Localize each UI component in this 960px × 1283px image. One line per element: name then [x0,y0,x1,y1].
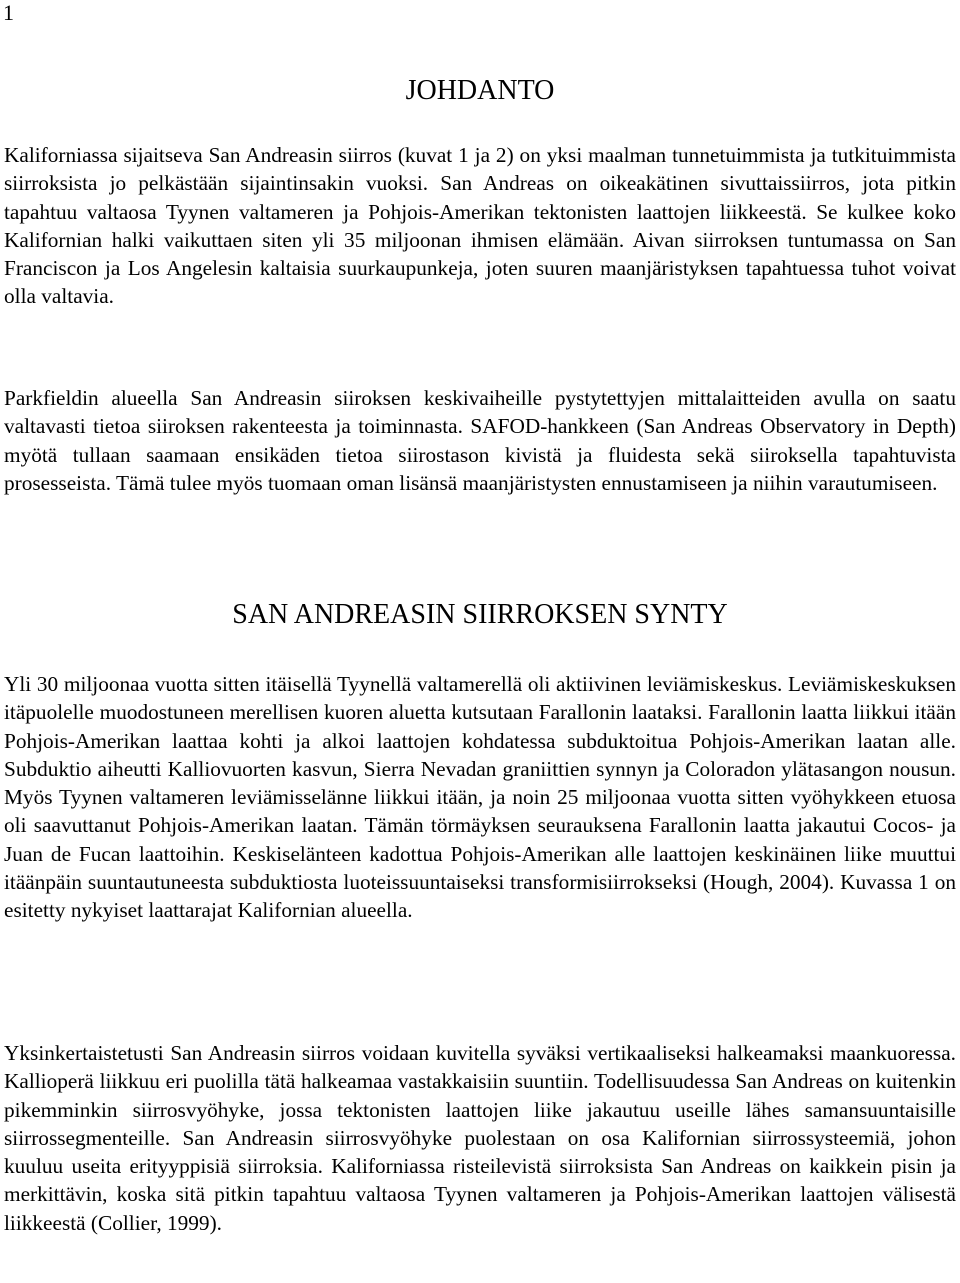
page-number: 1 [3,0,14,25]
paragraph-synty-1: Yli 30 miljoonaa vuotta sitten itäisellä Tyynellä valtamerellä oli aktiivinen leviämiskeskus. Leviämiskeskuksen itäpuolelle muodostuneen merellisen kuoren aluetta kutsutaan Farallonin laataksi. Farallonin laatta liikkui itään Pohjois-Amerikan laattaa kohti ja alkoi laattojen kohdatessa subduktoitua Pohjois-Amerikan laatan alle. Subduktio aiheutti Kalliovuorten kasvun, Sierra Nevadan graniittien synnyn ja Coloradon ylätasangon nousun. Myös Tyynen valtameren leviämisselänne liikkui itään, ja noin 25 miljoonaa vuotta sitten vyöhykkeen etuosa oli saavuttanut Pohjois-Amerikan laatan. Tämän törmäyksen seurauksena Farallonin laatta jakautui Cocos- ja Juan de Fucan laattoihin. Keskiselänteen kadottua Pohjois-Amerikan alle laattojen keskinäinen liike muuttui itäänpäin suuntautuneesta subduktiosta luoteissuuntaiseksi transformisiirrokseksi (Hough, 2004). Kuvassa 1 on esitetty nykyiset laattarajat Kalifornian alueella. [4,672,956,923]
paragraph-intro-2: Parkfieldin alueella San Andreasin siiroksen keskivaiheille pystytettyjen mittalaitteiden avulla on saatu valtavasti tietoa siiroksen rakenteesta ja toiminnasta. SAFOD-hankkeen (San Andreas Observatory in Depth) myötä tullaan saamaan ensikäden tietoa siirostason kivistä ja fluidesta sekä siiroksella tapahtuvista prosesseista. Tämä tulee myös tuomaan oman lisänsä maanjäristysten ennustamiseen ja niihin varautumiseen. [4,386,956,495]
paragraph-synty-2: Yksinkertaistetusti San Andreasin siirros voidaan kuvitella syväksi vertikaaliseksi halkeamaksi maankuoressa. Kallioperä liikkuu eri puolilla tätä halkeamaa vastakkaisiin suuntiin. Todellisuudessa San Andreas on kuitenkin pikemminkin siirrosvyöhyke, jossa tektonisten laattojen liike jakautuu useille lähes samansuuntaisille siirrossegmenteille. San Andreasin siirrosvyöhyke puolestaan on osa Kalifornian siirrossysteemiä, johon kuuluu useita erityyppisiä siirroksia. Kaliforniassa risteilevistä siirroksista San Andreas on kaikkein pisin ja merkittävin, koska sitä pitkin tapahtuu valtaosa Tyynen valtameren ja Pohjois-Amerikan laattojen välisestä liikkeestä (Collier, 1999). [4,1041,956,1235]
section-heading-synty: SAN ANDREASIN SIIRROKSEN SYNTY [232,599,728,630]
paragraph-intro-1: Kaliforniassa sijaitseva San Andreasin siirros (kuvat 1 ja 2) on yksi maalman tunnetuimmista ja tutkituimmista siirroksista jo pelkästään sijaintinsakin vuoksi. San Andreas on oikeakätinen sivuttaissiirros, jota pitkin tapahtuu valtaosa Tyynen valtameren ja Pohjois-Amerikan tektonisten laattojen liikkeestä. Se kulkee koko Kalifornian halki vaikuttaen siten yli 35 miljoonan ihmisen elämään. Aivan siirroksen tuntumassa on San Franciscon ja Los Angelesin kaltaisia suurkaupunkeja, joten suuren maanjäristyksen tapahtuessa tuhot voivat olla valtavia. [4,143,956,309]
section-heading-johdanto: JOHDANTO [405,75,555,106]
